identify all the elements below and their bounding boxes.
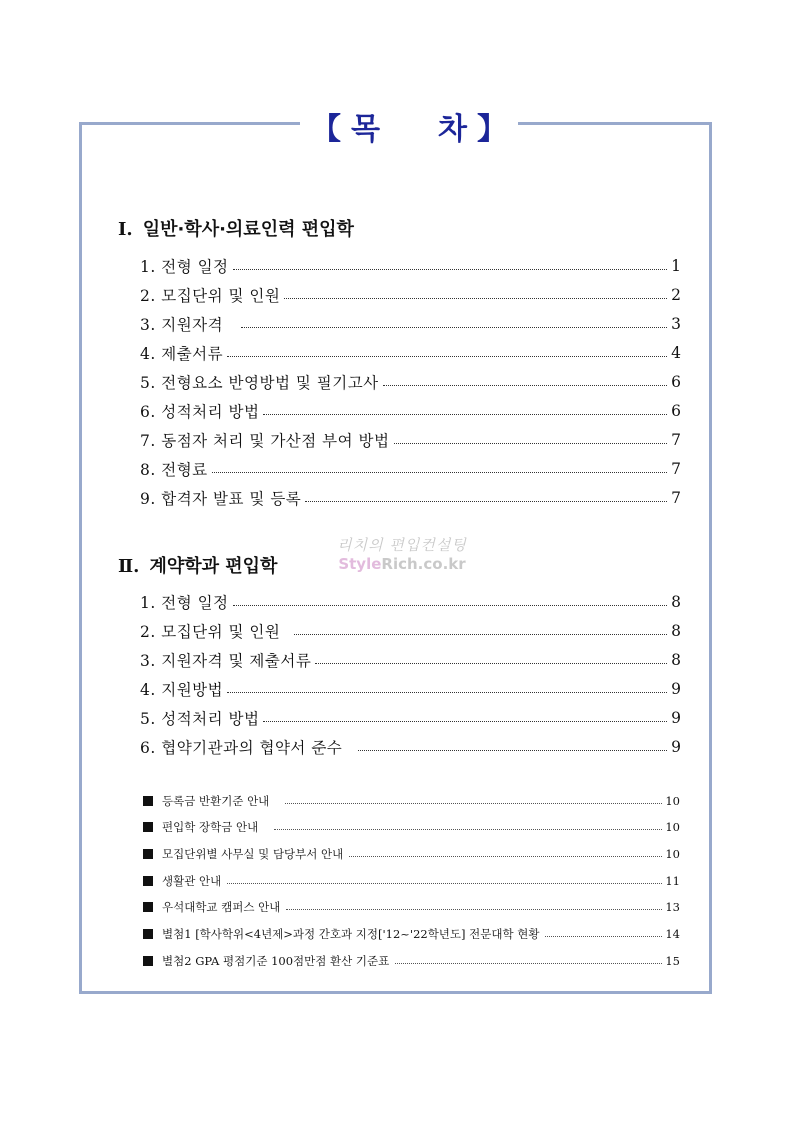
appendix-page: 10: [665, 794, 680, 808]
toc-row[interactable]: [140, 254, 681, 278]
section-1-number: Ⅰ.: [118, 219, 133, 240]
watermark-line-1: 리치의 편입컨설팅: [337, 536, 467, 554]
toc-row-page: 6: [671, 402, 681, 420]
appendix-label: 생활관 안내: [162, 874, 222, 888]
toc-row-label: 6. 성적처리 방법: [140, 403, 260, 421]
toc-row-page: 8: [671, 593, 681, 611]
title-char-2: 차: [438, 112, 467, 147]
appendix-label: 별첨2 GPA 평점기준 100점만점 환산 기준표: [162, 954, 390, 968]
toc-row[interactable]: [140, 399, 681, 423]
toc-row-label: 8. 전형료: [140, 461, 208, 479]
toc-row-page: 6: [671, 373, 681, 391]
leader-dots: [294, 634, 667, 635]
toc-row-label: 2. 모집단위 및 인원: [140, 623, 281, 641]
square-bullet-icon: [143, 796, 153, 806]
title-open-bracket: 【: [311, 112, 342, 147]
appendix-row[interactable]: [143, 817, 680, 837]
leader-dots: [263, 414, 667, 415]
leader-dots: [233, 269, 668, 270]
toc-row[interactable]: [140, 648, 681, 672]
appendix-page: 10: [665, 847, 680, 861]
toc-row-label: 5. 성적처리 방법: [140, 710, 260, 728]
leader-dots: [315, 663, 667, 664]
section-2-number: Ⅱ.: [118, 556, 140, 577]
toc-row-page: 9: [671, 738, 681, 756]
toc-row-page: 9: [671, 680, 681, 698]
toc-row[interactable]: [140, 312, 681, 336]
appendix-row[interactable]: [143, 791, 680, 811]
toc-row[interactable]: [140, 590, 681, 614]
toc-row-label: 6. 협약기관과의 협약서 준수: [140, 739, 343, 757]
leader-dots: [545, 936, 662, 937]
section-2-title: 계약학과 편입학: [149, 556, 278, 577]
page-title: [300, 104, 518, 148]
toc-row-label: 1. 전형 일정: [140, 258, 229, 276]
square-bullet-icon: [143, 876, 153, 886]
toc-row-label: 3. 지원자격 및 제출서류: [140, 652, 312, 670]
leader-dots: [349, 856, 662, 857]
appendix-row[interactable]: [143, 951, 680, 971]
leader-dots: [285, 803, 662, 804]
toc-row[interactable]: [140, 677, 681, 701]
leader-dots: [227, 692, 667, 693]
toc-row-label: 7. 동점자 처리 및 가산점 부여 방법: [140, 432, 390, 450]
toc-row-page: 3: [671, 315, 681, 333]
toc-row-label: 4. 지원방법: [140, 681, 224, 699]
leader-dots: [394, 443, 668, 444]
title-close-bracket: 】: [476, 112, 507, 147]
leader-dots: [263, 721, 667, 722]
toc-row[interactable]: [140, 457, 681, 481]
appendix-page: 13: [665, 900, 680, 914]
toc-row-page: 7: [671, 460, 681, 478]
toc-row-page: 4: [671, 344, 681, 362]
leader-dots: [227, 356, 667, 357]
toc-row[interactable]: [140, 706, 681, 730]
toc-row-label: 3. 지원자격: [140, 316, 224, 334]
appendix-label: 편입학 장학금 안내: [162, 820, 259, 834]
leader-dots: [383, 385, 667, 386]
toc-row-page: 8: [671, 622, 681, 640]
appendix-page: 15: [665, 954, 680, 968]
toc-row[interactable]: [140, 619, 681, 643]
square-bullet-icon: [143, 956, 153, 966]
toc-row[interactable]: [140, 486, 681, 510]
leader-dots: [212, 472, 667, 473]
toc-row-label: 9. 합격자 발표 및 등록: [140, 490, 302, 508]
section-1-title: 일반·학사·의료인력 편입학: [142, 219, 354, 240]
toc-row-page: 2: [671, 286, 681, 304]
toc-row[interactable]: [140, 735, 681, 759]
leader-dots: [284, 298, 667, 299]
leader-dots: [305, 501, 667, 502]
appendix-row[interactable]: [143, 897, 680, 917]
toc-row-page: 7: [671, 489, 681, 507]
toc-row-label: 1. 전형 일정: [140, 594, 229, 612]
appendix-label: 별첨1 [학사학위<4년제>과정 간호과 지정['12~'22학년도] 전문대학 현황: [162, 927, 540, 941]
appendix-page: 14: [665, 927, 680, 941]
appendix-page: 11: [665, 874, 680, 888]
toc-row[interactable]: [140, 370, 681, 394]
leader-dots: [241, 327, 667, 328]
leader-dots: [274, 829, 662, 830]
toc-row-label: 4. 제출서류: [140, 345, 224, 363]
square-bullet-icon: [143, 902, 153, 912]
leader-dots: [358, 750, 667, 751]
appendix-page: 10: [665, 820, 680, 834]
leader-dots: [286, 909, 662, 910]
square-bullet-icon: [143, 822, 153, 832]
toc-row[interactable]: [140, 283, 681, 307]
title-char-1: 목: [351, 112, 380, 147]
appendix-row[interactable]: [143, 871, 680, 891]
toc-row-page: 7: [671, 431, 681, 449]
appendix-label: 우석대학교 캠퍼스 안내: [162, 900, 281, 914]
watermark-line-2: StyleRich.co.kr: [338, 555, 466, 573]
appendix-label: 등록금 반환기준 안내: [162, 794, 270, 808]
appendix-label: 모집단위별 사무실 및 담당부서 안내: [162, 847, 344, 861]
toc-row-page: 9: [671, 709, 681, 727]
appendix-row[interactable]: [143, 844, 680, 864]
section-1-heading: [118, 215, 354, 241]
leader-dots: [395, 963, 662, 964]
toc-row-page: 1: [671, 257, 681, 275]
leader-dots: [227, 883, 662, 884]
toc-row-label: 5. 전형요소 반영방법 및 필기고사: [140, 374, 379, 392]
toc-row[interactable]: [140, 341, 681, 365]
section-2-heading: [118, 552, 277, 578]
toc-row-page: 8: [671, 651, 681, 669]
toc-row[interactable]: [140, 428, 681, 452]
leader-dots: [233, 605, 668, 606]
appendix-row[interactable]: [143, 924, 680, 944]
watermark: [322, 534, 482, 573]
toc-row-label: 2. 모집단위 및 인원: [140, 287, 281, 305]
square-bullet-icon: [143, 929, 153, 939]
square-bullet-icon: [143, 849, 153, 859]
